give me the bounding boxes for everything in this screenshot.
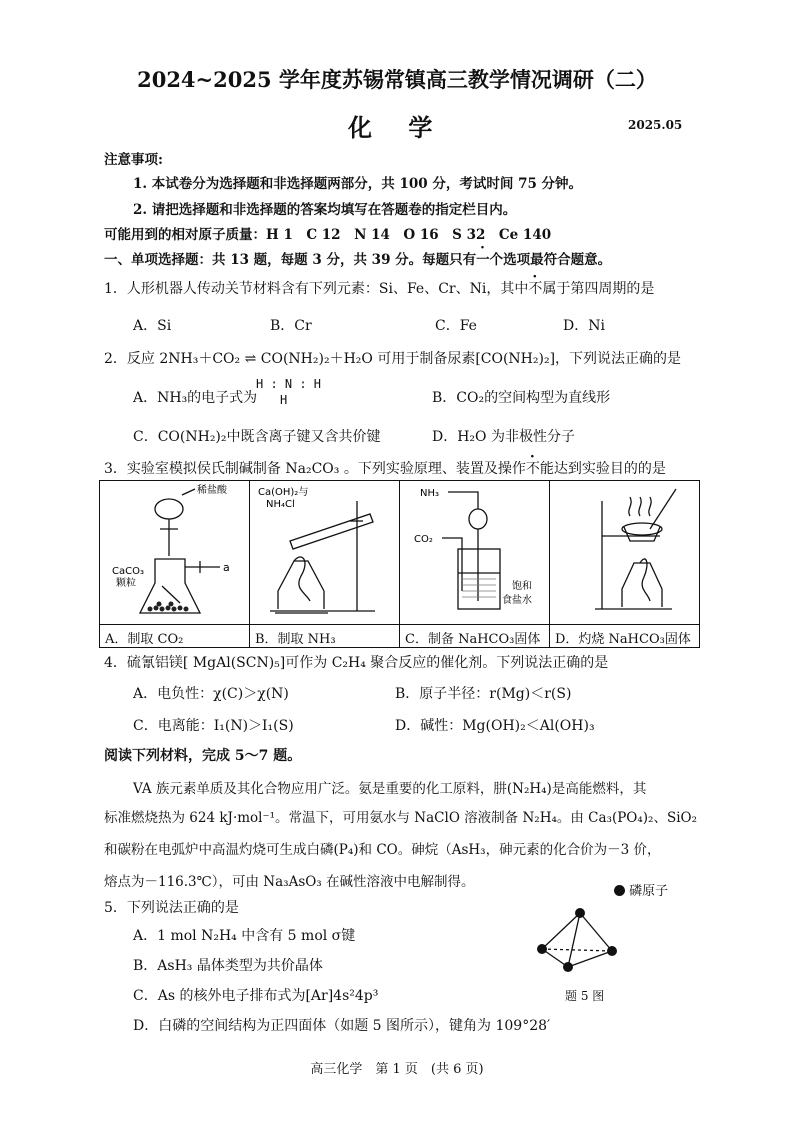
exam-date: 2025.05 [628, 118, 683, 132]
reading-heading: 阅读下列材料，完成 5～7 题。 [104, 748, 302, 764]
q4-stem: 4．硫氰铝镁[ MgAl(SCN)₅]可作为 C₂H₄ 聚合反应的催化剂。下列说法正确的是 [104, 655, 609, 671]
q1-stem: 1．人形机器人传动关节材料含有下列元素：Si、Fe、Cr、Ni，其中不属于第四周期的是 [104, 281, 655, 297]
q3-stem: 3．实验室模拟侯氏制碱制备 Na₂CO₃ 。下列实验原理、装置及操作不能达到实验目的的是 [104, 461, 666, 477]
apparatus-b-cell [250, 481, 400, 625]
white-phosphorus-tetrahedron [528, 905, 628, 985]
caption-c: C．制备 NaHCO₃固体 [400, 625, 550, 648]
q2-option-b: B．CO₂的空间构型为直线形 [432, 390, 611, 406]
reading-line-4: 熔点为－116.3℃），可由 Na₃AsO₃ 在碱性溶液中电解制得。 [104, 874, 475, 890]
q2-option-c: C．CO(NH₂)₂中既含离子键又含共价键 [133, 429, 381, 445]
reading-line-3: 和碳粉在电弧炉中高温灼烧可生成白磷(P₄)和 CO。砷烷（AsH₃，砷元素的化合价为－3 价， [104, 842, 661, 858]
q5-option-a: A．1 mol N₂H₄ 中含有 5 mol σ键 [133, 928, 356, 944]
apparatus-table [99, 480, 700, 648]
nh3-inlet-label: NH₃ [420, 488, 440, 499]
q4-option-c: C．电离能：I₁(N)＞I₁(S) [133, 718, 294, 734]
apparatus-d-cell [550, 481, 700, 625]
caption-a: A．制取 CO₂ [100, 625, 250, 648]
ammonia-electron-formula: H : N : H H [256, 377, 322, 407]
caco3-label: CaCO₃ [112, 566, 144, 577]
apparatus-c-cell [400, 481, 550, 625]
q1-option-b: B．Cr [270, 318, 312, 334]
apparatus-a-cell [100, 481, 250, 625]
atomic-masses: 可能用到的相对原子质量：H 1 C 12 N 14 O 16 S 32 Ce 140 [104, 227, 552, 243]
q2-option-a: A．NH₃的电子式为 [133, 390, 258, 406]
co2-generator-diagram [100, 481, 246, 620]
notice-heading: 注意事项: [104, 152, 163, 168]
co2-inlet-label: CO₂ [414, 534, 433, 545]
q4-option-a: A．电负性：χ(C)＞χ(N) [133, 686, 289, 702]
exam-title: 2024~2025 学年度苏锡常镇高三教学情况调研（二） [137, 67, 657, 92]
reading-line-1: VA 族元素单质及其化合物应用广泛。氨是重要的化工原料，肼(N₂H₄)是高能燃料，其 [133, 781, 647, 797]
caption-d: D．灼烧 NaHCO₃固体 [550, 625, 700, 648]
caption-b: B．制取 NH₃ [250, 625, 400, 648]
nahco3-preparation-diagram [400, 481, 546, 620]
q1-option-c: C．Fe [435, 318, 477, 334]
q2-option-d: D．H₂O 为非极性分子 [432, 429, 575, 445]
q4-option-b: B．原子半径：r(Mg)＜r(S) [395, 686, 572, 702]
figure-caption: 题 5 图 [565, 989, 605, 1003]
calcination-diagram [550, 481, 714, 620]
notice-item-1: 1. 本试卷分为选择题和非选择题两部分，共 100 分，考试时间 75 分钟。 [133, 176, 583, 192]
valve-a-label: a [223, 561, 230, 574]
caoh2-nh4cl-label-1: Ca(OH)₂与 [258, 487, 309, 498]
subject-title: 化 学 [348, 113, 447, 142]
page-footer: 高三化学 第 1 页 (共 6 页) [310, 1062, 484, 1077]
figure-legend: 磷原子 [614, 880, 668, 899]
q5-option-b: B．AsH₃ 晶体类型为共价晶体 [133, 958, 323, 974]
q4-option-d: D．碱性：Mg(OH)₂＜Al(OH)₃ [395, 718, 595, 734]
q5-option-c: C．As 的核外电子排布式为[Ar]4s²4p³ [133, 988, 379, 1004]
saturated-label: 饱和 [512, 581, 532, 592]
granule-label: 颗粒 [116, 578, 136, 589]
reading-line-2: 标准燃烧热为 624 kJ·mol⁻¹。常温下，可用氨水与 NaClO 溶液制备 N₂H₄。由 Ca₃(PO₄)₂、SiO₂ [104, 810, 698, 826]
phosphorus-atom-icon [614, 885, 625, 896]
q1-option-d: D．Ni [563, 318, 605, 334]
q2-stem: 2．反应 2NH₃＋CO₂ ⇌ CO(NH₂)₂＋H₂O 可用于制备尿素[CO(NH₂)₂]，下列说法正确的是 [104, 351, 682, 367]
caoh2-nh4cl-label-2: NH₄Cl [266, 499, 295, 510]
notice-item-2: 2. 请把选择题和非选择题的答案均填写在答题卷的指定栏目内。 [133, 202, 517, 218]
section-heading: 一、单项选择题：共 13 题，每题 3 分，共 39 分。每题只有一个选项最符合题意。 [104, 252, 612, 268]
nh3-generator-diagram [250, 481, 396, 620]
q5-stem: 5．下列说法正确的是 [104, 900, 239, 916]
q5-option-d: D．白磷的空间结构为正四面体（如题 5 图所示），键角为 109°28′ [133, 1018, 551, 1034]
q1-option-a: A．Si [133, 318, 172, 334]
brine-label: 食盐水 [502, 595, 532, 606]
dilute-hcl-label: 稀盐酸 [197, 485, 227, 496]
